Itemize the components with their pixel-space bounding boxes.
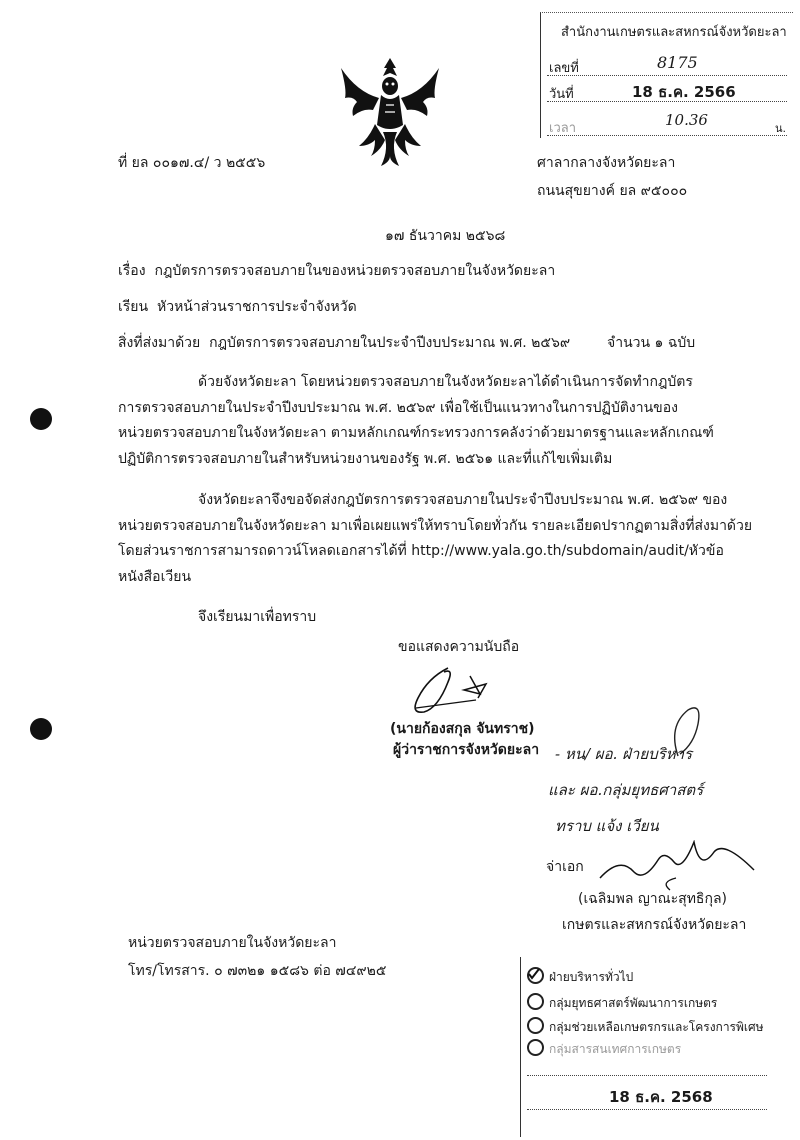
receipt-date-row: [547, 79, 787, 102]
routing-option-label: กลุ่มยุทธศาสตร์พัฒนาการเกษตร: [549, 996, 718, 1010]
handwritten-note-line3: ทราบ แจ้ง เวียน: [555, 817, 659, 835]
recipient-label: เรียน: [118, 299, 149, 315]
regards-text: ขอแสดงความนับถือ: [398, 639, 520, 655]
receipt-number-label: เลขที่: [549, 61, 579, 76]
receipt-time-label: เวลา: [549, 121, 577, 136]
receipt-date-label: วันที่: [549, 87, 574, 102]
governor-name: (นายก้องสกุล จันทราช): [390, 721, 535, 737]
enclosure-text: กฎบัตรการตรวจสอบภายในประจำปีงบประมาณ พ.ศ. ๒๕๖๙: [209, 335, 571, 351]
enclosure-label: สิ่งที่ส่งมาด้วย: [118, 335, 201, 351]
enclosure-line: [118, 332, 570, 354]
circle-icon: [527, 1039, 544, 1056]
handwritten-note-line2: และ ผอ.กลุ่มยุทธศาสตร์: [548, 781, 704, 799]
closing-text: จึงเรียนมาเพื่อทราบ: [198, 609, 317, 625]
acting-label: จ่าเอก: [546, 859, 584, 875]
officer-name: (เฉลิมพล ญาณะสุทธิกุล): [578, 891, 727, 907]
punch-hole: [30, 718, 52, 740]
paragraph-line: ปฏิบัติการตรวจสอบภายในสำหรับหน่วยงานของรัฐ พ.ศ. ๒๕๖๑ และที่แก้ไขเพิ่มเติม: [118, 450, 613, 467]
routing-option-label: ฝ่ายบริหารทั่วไป: [549, 970, 634, 984]
routing-option-label: กลุ่มช่วยเหลือเกษตรกรและโครงการพิเศษ: [549, 1020, 764, 1034]
document-date: ๑๗ ธันวาคม ๒๕๖๘: [385, 228, 506, 244]
paragraph-line: การตรวจสอบภายในประจำปีงบประมาณ พ.ศ. ๒๕๖๙ เพื่อใช้เป็นแนวทางในการปฏิบัติงานของ: [118, 399, 678, 416]
receipt-office: สำนักงานเกษตรและสหกรณ์จังหวัดยะลา: [561, 25, 787, 40]
routing-option-strategy: [527, 993, 717, 1013]
governor-signature-icon: [400, 662, 510, 722]
garuda-emblem-icon: [335, 50, 445, 175]
checked-circle-icon: [527, 967, 544, 984]
body-paragraph-1: [118, 370, 713, 472]
paragraph-line: หนังสือเวียน: [118, 568, 192, 585]
routing-dotted-line: [527, 1109, 767, 1110]
circle-icon: [527, 993, 544, 1010]
recipient-text: หัวหน้าส่วนราชการประจำจังหวัด: [156, 299, 357, 315]
routing-option-assistance: [527, 1017, 764, 1037]
officer-title: เกษตรและสหกรณ์จังหวัดยะลา: [562, 917, 747, 933]
routing-option-info: [527, 1039, 681, 1059]
routing-dotted-line: [527, 1075, 767, 1076]
receipt-number-row: [547, 53, 787, 76]
routing-option-admin: [527, 967, 633, 987]
body-paragraph-2: [118, 488, 753, 590]
sender-address-line2: ถนนสุขยางค์ ยล ๙๕๐๐๐: [537, 183, 688, 199]
subject-line: [118, 260, 555, 282]
receipt-stamp: [540, 12, 793, 138]
paragraph-line: โดยส่วนราชการสามารถดาวน์โหลดเอกสารได้ที่ http://www.yala.go.th/subdomain/audit/หัวข้อ: [118, 543, 724, 559]
circle-icon: [527, 1017, 544, 1034]
sender-address-line1: ศาลากลางจังหวัดยะลา: [537, 155, 676, 171]
subject-text: กฎบัตรการตรวจสอบภายในของหน่วยตรวจสอบภายในจังหวัดยะลา: [154, 263, 556, 279]
receipt-date-value: 18 ธ.ค. 2566: [632, 83, 736, 101]
recipient-line: [118, 296, 357, 318]
paragraph-line: หน่วยตรวจสอบภายในจังหวัดยะลา ตามหลักเกณฑ์กระทรวงการคลังว่าด้วยมาตรฐานและหลักเกณฑ์: [118, 425, 714, 441]
receipt-time-value: 10.36: [665, 111, 708, 129]
footer-phone: โทร/โทรสาร. ๐ ๗๓๒๑ ๑๕๘๖ ต่อ ๗๔๙๒๕: [128, 963, 387, 979]
paragraph-line: หน่วยตรวจสอบภายในจังหวัดยะลา มาเพื่อเผยแพร่ให้ทราบโดยทั่วกัน รายละเอียดปรากฏตามสิ่งที่ส่งมาด้วย: [118, 517, 753, 534]
governor-title: ผู้ว่าราชการจังหวัดยะลา: [393, 742, 540, 758]
routing-stamp: [520, 957, 773, 1137]
footer-unit: หน่วยตรวจสอบภายในจังหวัดยะลา: [128, 935, 337, 951]
document-number: ที่ ยล ๐๐๑๗.๔/ ว ๒๕๕๖: [118, 155, 266, 171]
paragraph-line: จังหวัดยะลาจึงขอจัดส่งกฎบัตรการตรวจสอบภายในประจำปีงบประมาณ พ.ศ. ๒๕๖๙ ของ: [198, 492, 728, 508]
paragraph-line: ด้วยจังหวัดยะลา โดยหน่วยตรวจสอบภายในจังหวัดยะลาได้ดำเนินการจัดทำกฎบัตร: [198, 374, 693, 390]
receipt-time-suffix: น.: [775, 122, 787, 135]
routing-option-label: กลุ่มสารสนเทศการเกษตร: [549, 1042, 682, 1056]
receipt-time-row: [547, 113, 787, 136]
punch-hole: [30, 408, 52, 430]
subject-label: เรื่อง: [118, 263, 146, 279]
receipt-number-value: 8175: [657, 53, 698, 72]
enclosure-quantity: จำนวน ๑ ฉบับ: [607, 335, 696, 351]
routing-stamp-date: 18 ธ.ค. 2568: [609, 1088, 713, 1106]
handwritten-note-line1: - หน/ ผอ. ฝ่ายบริหาร: [555, 745, 693, 763]
